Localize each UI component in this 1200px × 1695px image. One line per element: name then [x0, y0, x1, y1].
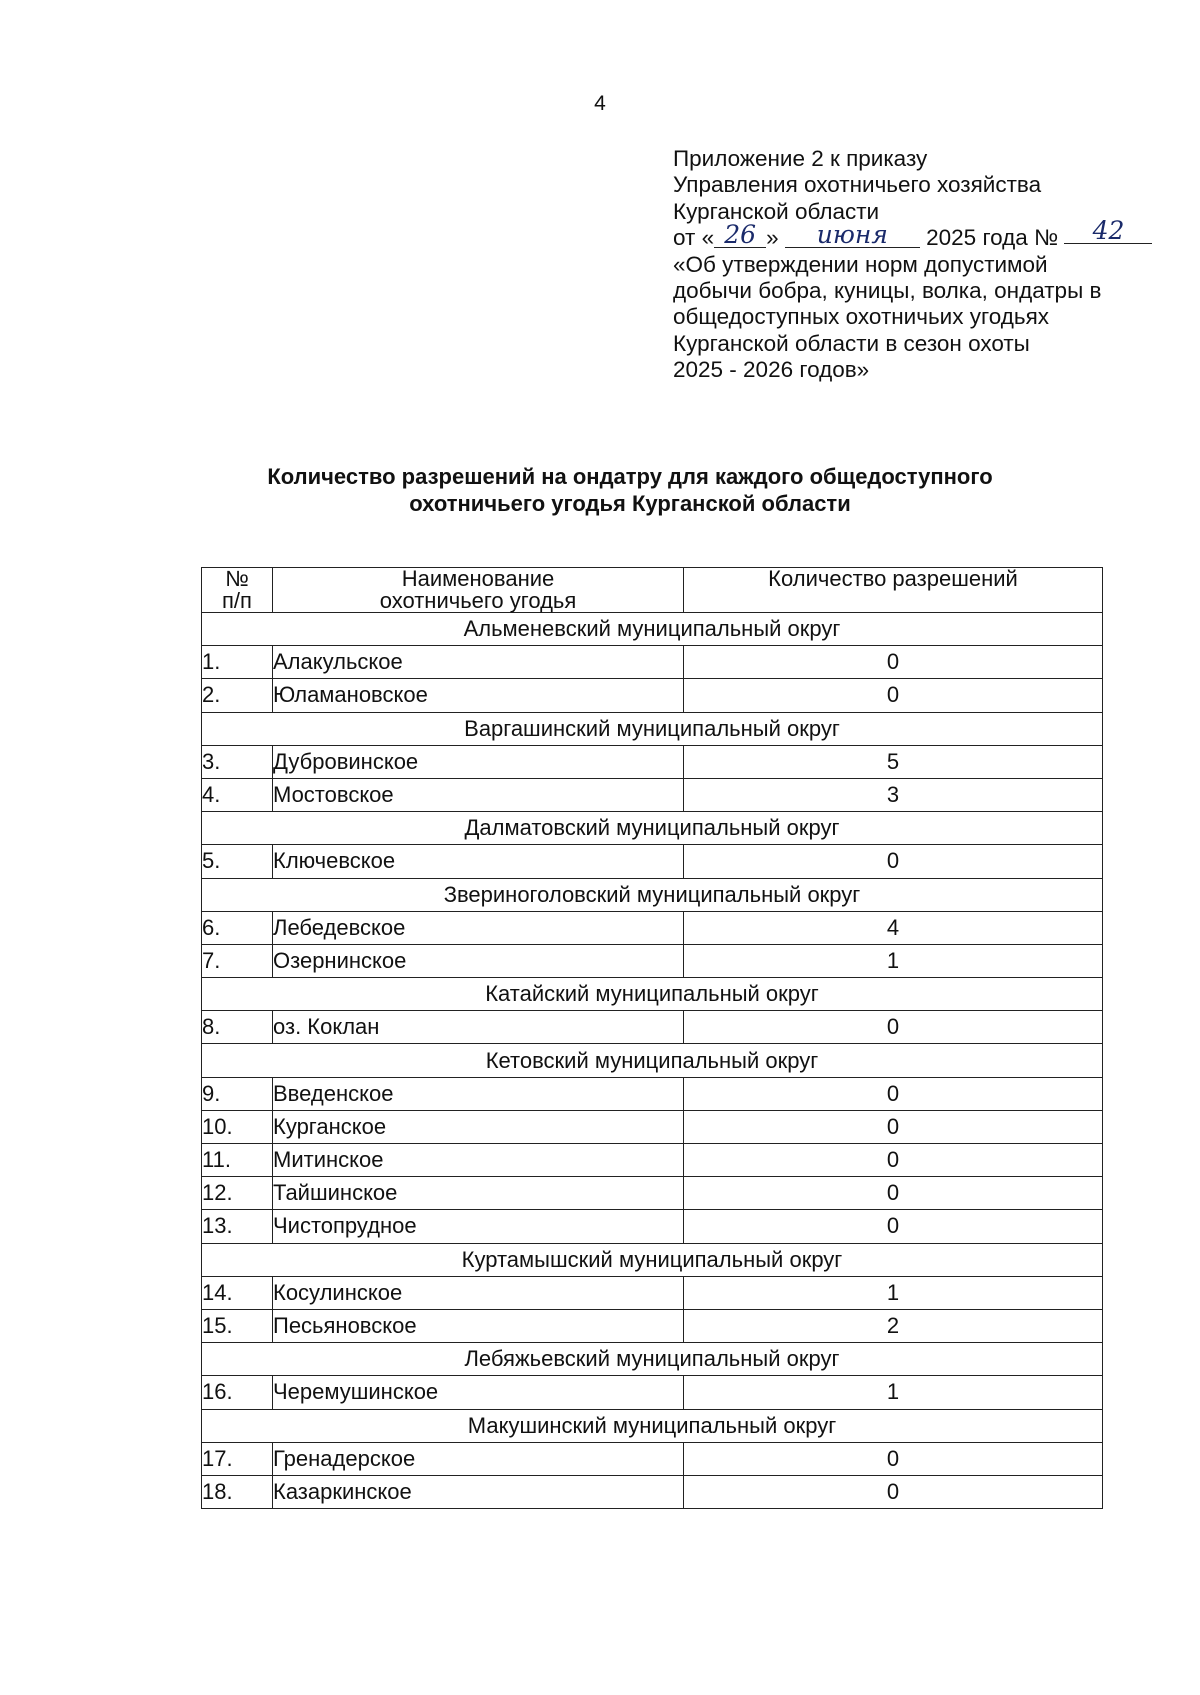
hunting-ground-name: Косулинское	[273, 1276, 684, 1309]
row-number: 8.	[202, 1011, 273, 1044]
district-row	[202, 812, 1103, 845]
header-name-line-2: охотничьего угодья	[379, 588, 577, 613]
district-name: Макушинский муниципальный округ	[202, 1409, 1103, 1442]
district-row	[202, 712, 1103, 745]
district-name: Альменевский муниципальный округ	[202, 613, 1103, 646]
header-count: Количество разрешений	[684, 568, 1103, 613]
row-number: 11.	[202, 1144, 273, 1177]
header-num-line-1: №	[225, 566, 249, 591]
hunting-ground-name: Юламановское	[273, 679, 684, 712]
hunting-ground-name: Лебедевское	[273, 911, 684, 944]
district-row	[202, 1044, 1103, 1077]
hunting-ground-name: оз. Коклан	[273, 1011, 684, 1044]
row-number: 14.	[202, 1276, 273, 1309]
row-number: 1.	[202, 646, 273, 679]
table-row	[202, 778, 1103, 811]
district-name: Далматовский муниципальный округ	[202, 812, 1103, 845]
permit-count: 0	[684, 1077, 1103, 1110]
permit-count: 2	[684, 1309, 1103, 1342]
table-header-row	[202, 568, 1103, 613]
row-number: 18.	[202, 1475, 273, 1508]
date-mid: »	[766, 225, 779, 251]
permit-count: 1	[684, 1276, 1103, 1309]
table-row	[202, 944, 1103, 977]
hunting-ground-name: Озернинское	[273, 944, 684, 977]
row-number: 9.	[202, 1077, 273, 1110]
page-number: 4	[594, 92, 606, 115]
permit-count: 0	[684, 1011, 1103, 1044]
table-row	[202, 911, 1103, 944]
handwritten-order-number: 42	[1064, 219, 1152, 244]
table-row	[202, 745, 1103, 778]
handwritten-day: 26	[714, 223, 766, 248]
permit-count: 4	[684, 911, 1103, 944]
row-number: 16.	[202, 1376, 273, 1409]
district-row	[202, 613, 1103, 646]
hunting-ground-name: Введенское	[273, 1077, 684, 1110]
document-title	[150, 463, 1110, 517]
district-row	[202, 878, 1103, 911]
appendix-line-9: 2025 - 2026 годов»	[673, 357, 870, 383]
hunting-ground-name: Казаркинское	[273, 1475, 684, 1508]
hunting-ground-name: Митинское	[273, 1144, 684, 1177]
hunting-ground-name: Тайшинское	[273, 1177, 684, 1210]
permits-table	[201, 567, 1103, 1509]
district-name: Кетовский муниципальный округ	[202, 1044, 1103, 1077]
date-prefix: от «	[673, 225, 715, 251]
row-number: 12.	[202, 1177, 273, 1210]
table-row	[202, 1144, 1103, 1177]
permit-count: 0	[684, 845, 1103, 878]
district-name: Звериноголовский муниципальный округ	[202, 878, 1103, 911]
table-row	[202, 1276, 1103, 1309]
table-row	[202, 1110, 1103, 1143]
appendix-line-3: Курганской области	[673, 198, 880, 224]
hunting-ground-name: Мостовское	[273, 778, 684, 811]
header-num	[202, 568, 273, 613]
row-number: 5.	[202, 845, 273, 878]
hunting-ground-name: Чистопрудное	[273, 1210, 684, 1243]
permit-count: 0	[684, 679, 1103, 712]
hunting-ground-name: Алакульское	[273, 646, 684, 679]
table-row	[202, 1177, 1103, 1210]
appendix-line-5: «Об утверждении норм допустимой	[673, 251, 1048, 277]
hunting-ground-name: Курганское	[273, 1110, 684, 1143]
header-name-line-1: Наименование	[401, 566, 555, 591]
table-row	[202, 679, 1103, 712]
district-row	[202, 1243, 1103, 1276]
row-number: 10.	[202, 1110, 273, 1143]
appendix-line-8: Курганской области в сезон охоты	[673, 330, 1030, 356]
table-row	[202, 1376, 1103, 1409]
district-name: Куртамышский муниципальный округ	[202, 1243, 1103, 1276]
appendix-line-6: добычи бобра, куницы, волка, ондатры в	[673, 278, 1102, 304]
district-row	[202, 978, 1103, 1011]
permit-count: 0	[684, 646, 1103, 679]
appendix-line-1: Приложение 2 к приказу	[673, 146, 928, 171]
row-number: 17.	[202, 1442, 273, 1475]
table-row	[202, 1309, 1103, 1342]
hunting-ground-name: Песьяновское	[273, 1309, 684, 1342]
permit-count: 0	[684, 1144, 1103, 1177]
district-name: Катайский муниципальный округ	[202, 978, 1103, 1011]
permit-count: 1	[684, 944, 1103, 977]
row-number: 6.	[202, 911, 273, 944]
table-row	[202, 1077, 1103, 1110]
table-row	[202, 845, 1103, 878]
appendix-line-2: Управления охотничьего хозяйства	[673, 172, 1042, 198]
permit-count: 1	[684, 1376, 1103, 1409]
table-row	[202, 1475, 1103, 1508]
row-number: 2.	[202, 679, 273, 712]
row-number: 7.	[202, 944, 273, 977]
district-name: Варгашинский муниципальный округ	[202, 712, 1103, 745]
table-row	[202, 1011, 1103, 1044]
permit-count: 0	[684, 1475, 1103, 1508]
hunting-ground-name: Гренадерское	[273, 1442, 684, 1475]
table-row	[202, 1210, 1103, 1243]
district-row	[202, 1409, 1103, 1442]
row-number: 13.	[202, 1210, 273, 1243]
permit-count: 5	[684, 745, 1103, 778]
district-row	[202, 1343, 1103, 1376]
appendix-block	[673, 146, 1143, 384]
date-year: 2025 года №	[926, 225, 1059, 251]
permit-count: 0	[684, 1177, 1103, 1210]
table-row	[202, 1442, 1103, 1475]
permit-count: 0	[684, 1442, 1103, 1475]
row-number: 15.	[202, 1309, 273, 1342]
appendix-date-line	[673, 216, 1143, 251]
row-number: 3.	[202, 745, 273, 778]
hunting-ground-name: Дубровинское	[273, 745, 684, 778]
permit-count: 0	[684, 1210, 1103, 1243]
table-row	[202, 646, 1103, 679]
permit-count: 0	[684, 1110, 1103, 1143]
permit-count: 3	[684, 778, 1103, 811]
appendix-line-7: общедоступных охотничьих угодьях	[673, 304, 1050, 330]
header-num-line-2: п/п	[222, 588, 252, 613]
title-line-2: охотничьего угодья Курганской области	[409, 491, 851, 516]
district-name: Лебяжьевский муниципальный округ	[202, 1343, 1103, 1376]
hunting-ground-name: Ключевское	[273, 845, 684, 878]
row-number: 4.	[202, 778, 273, 811]
table-body	[202, 613, 1103, 1509]
handwritten-month: июня	[785, 223, 920, 248]
hunting-ground-name: Черемушинское	[273, 1376, 684, 1409]
title-line-1: Количество разрешений на ондатру для каждого общедоступного	[267, 464, 993, 489]
header-name	[273, 568, 684, 613]
